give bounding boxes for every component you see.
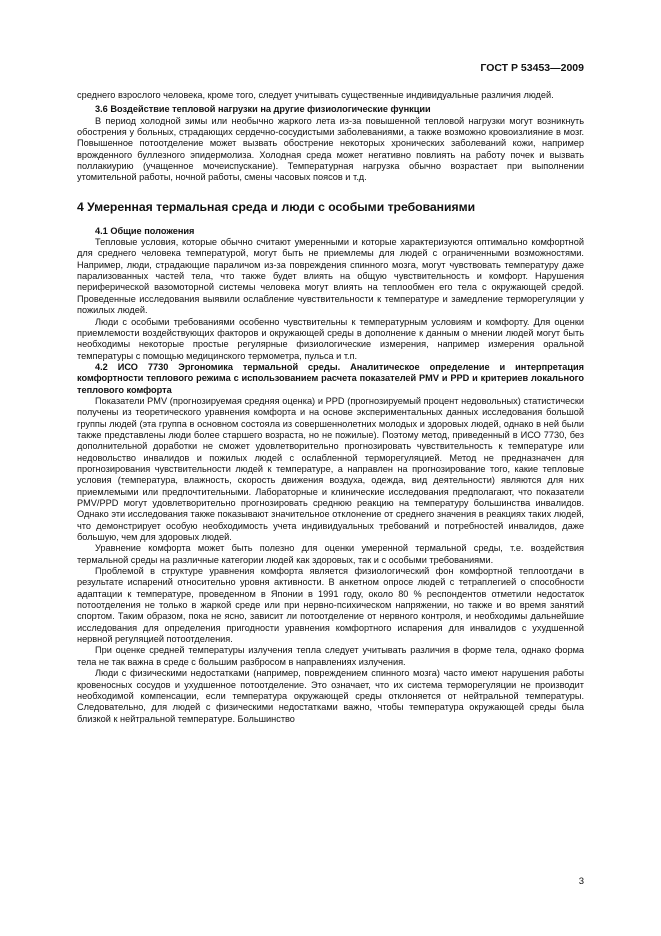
paragraph: Показатели PMV (прогнозируемая средняя оценка) и PPD (прогнозируемый процент недовольных) статистически получены из теоретического уравнения комфорта и на основе экспериментальных данных исследования большой группы людей (эта группа в основном состояла из совершеннолетних молодых и здоровых людей, однако в ней были также представлены люди более старшего возраста, но не пожилые). Поэтому метод, приведенный в ИСО 7730, без дополнительной доработки не сможет удовлетворительно прогнозировать чувствительность к температуре или недовольство инвалидов и пожилых людей с ослабленной терморегуляцией. Метод не предназначен для прогнозирования чувствительности людей к температуре, а направлен на прогнозирование того, какие тепловые условия (температура, влажность, скорость движения воздуха, одежда, вид деятельности) являются для них приемлемыми или предпочтительными. Лабораторные и клинические исследования предполагают, что показатели PMV/PPD могут удовлетворительно прогнозировать среднюю реакцию на температуру большинства инвалидов. Однако эти исследования также показывают значительное отклонение от среднего значения в реакциях таких людей, что демонстрирует особую необходимость учета индивидуальных требований и потребностей инвалидов, даже большую, чем для здоровых людей. [77,395,584,543]
subsection-heading-4-1: 4.1 Общие положения [95,225,195,236]
paragraph: Люди с особыми требованиями особенно чувствительны к температурным условиям и комфорту. Для оценки приемлемости воздействующих факторов и окружающей среды в дополнение к данным о мнении людей могут быть необходимы некоторые простые регулярные физиологические измерения, например измерения оральной температуры с помощью медицинского термометра, пульса и т.п. [77,316,584,361]
paragraph: Уравнение комфорта может быть полезно для оценки умеренной термальной среды, т.е. воздействия термальной среды на различные категории людей как здоровых, так и с особыми требованиями. [77,543,584,565]
document-body [77,90,584,725]
section-heading-4: 4 Умеренная термальная среда и люди с особыми требованиями [77,199,476,214]
paragraph: Тепловые условия, которые обычно считают умеренными и которые характеризуются оптимально комфортной для среднего человека температурой, могут быть не приемлемы для людей с ограниченными возможностями. Например, люди, страдающие параличом из-за повреждения спинного мозга, могут чувствовать температуру даже парализованных частей тела, что также будет влиять на общую чувствительность и комфорт. Нарушения периферической вазомоторной системы человека могут влиять на теплообмен его тела с окружающей средой. Проведенные исследования выявили ослабление чувствительности к температуре и замедление терморегуляции у пожилых людей. [77,237,584,316]
paragraph: При оценке средней температуры излучения тепла следует учитывать различия в форме тела, однако форма тела не так важна в среде с большим разбросом в направлениях излучения. [77,645,584,667]
subsection-heading-3-6: 3.6 Воздействие тепловой нагрузки на другие физиологические функции [95,104,431,115]
paragraph: Проблемой в структуре уравнения комфорта является физиологический фон комфортной теплоотдачи в результате испарений относительно уровня активности. В анкетном опросе людей с тетраплегией о способности адаптации к температуре, проведенном в Японии в 1991 году, около 80 % респондентов отметили недостаток потоотделения не только в жаркой среде или при нервно-психическом напряжении, но также и во время занятий спортом. Таким образом, пока не ясно, зависит ли потоотделение от нервного контроля, и необходимы дальнейшие исследования для определения пригодности уравнения комфортного испарения для инвалидов с ухудшенной нервной регуляцией потоотделения. [77,566,584,645]
document-code-header: ГОСТ Р 53453—2009 [480,62,584,74]
paragraph: В период холодной зимы или необычно жаркого лета из-за повышенной тепловой нагрузки могут возникнуть обострения у больных, страдающих сердечно-сосудистыми заболеваниями, а также возможно кровоизлияние в мозг. Повышенное потоотделение может вызвать обострение некоторых хронических заболеваний кожи, например врожденного буллезного эпидермолиза. Холодная среда может негативно повлиять на работу почек и вызвать поллакиурию (учащенное мочеиспускание). Температурная нагрузка обычно возрастает при выполнении утомительной работы, ночной работы, смены часовых поясов и т.д. [77,115,584,183]
subsection-heading-4-2: 4.2 ИСО 7730 Эргономика термальной среды. Аналитическое определение и интерпретация комфортности теплового режима с использованием расчета показателей PMV и PPD и критериев локального теплового комфорта [77,361,584,395]
paragraph-continuation: среднего взрослого человека, кроме того, следует учитывать существенные индивидуальные различия людей. [77,90,554,100]
page-number: 3 [578,876,584,887]
paragraph: Люди с физическими недостатками (например, повреждением спинного мозга) часто имеют нарушения работы кровеносных сосудов и ухудшенное потоотделение. Это означает, что их система терморегуляции не производит необходимой компенсации, если температура окружающей среды отклоняется от нейтральной температуры. Следовательно, для людей с физическими недостатками важно, чтобы температура окружающей среды была близкой к нейтральной температуре. Большинство [77,668,584,724]
